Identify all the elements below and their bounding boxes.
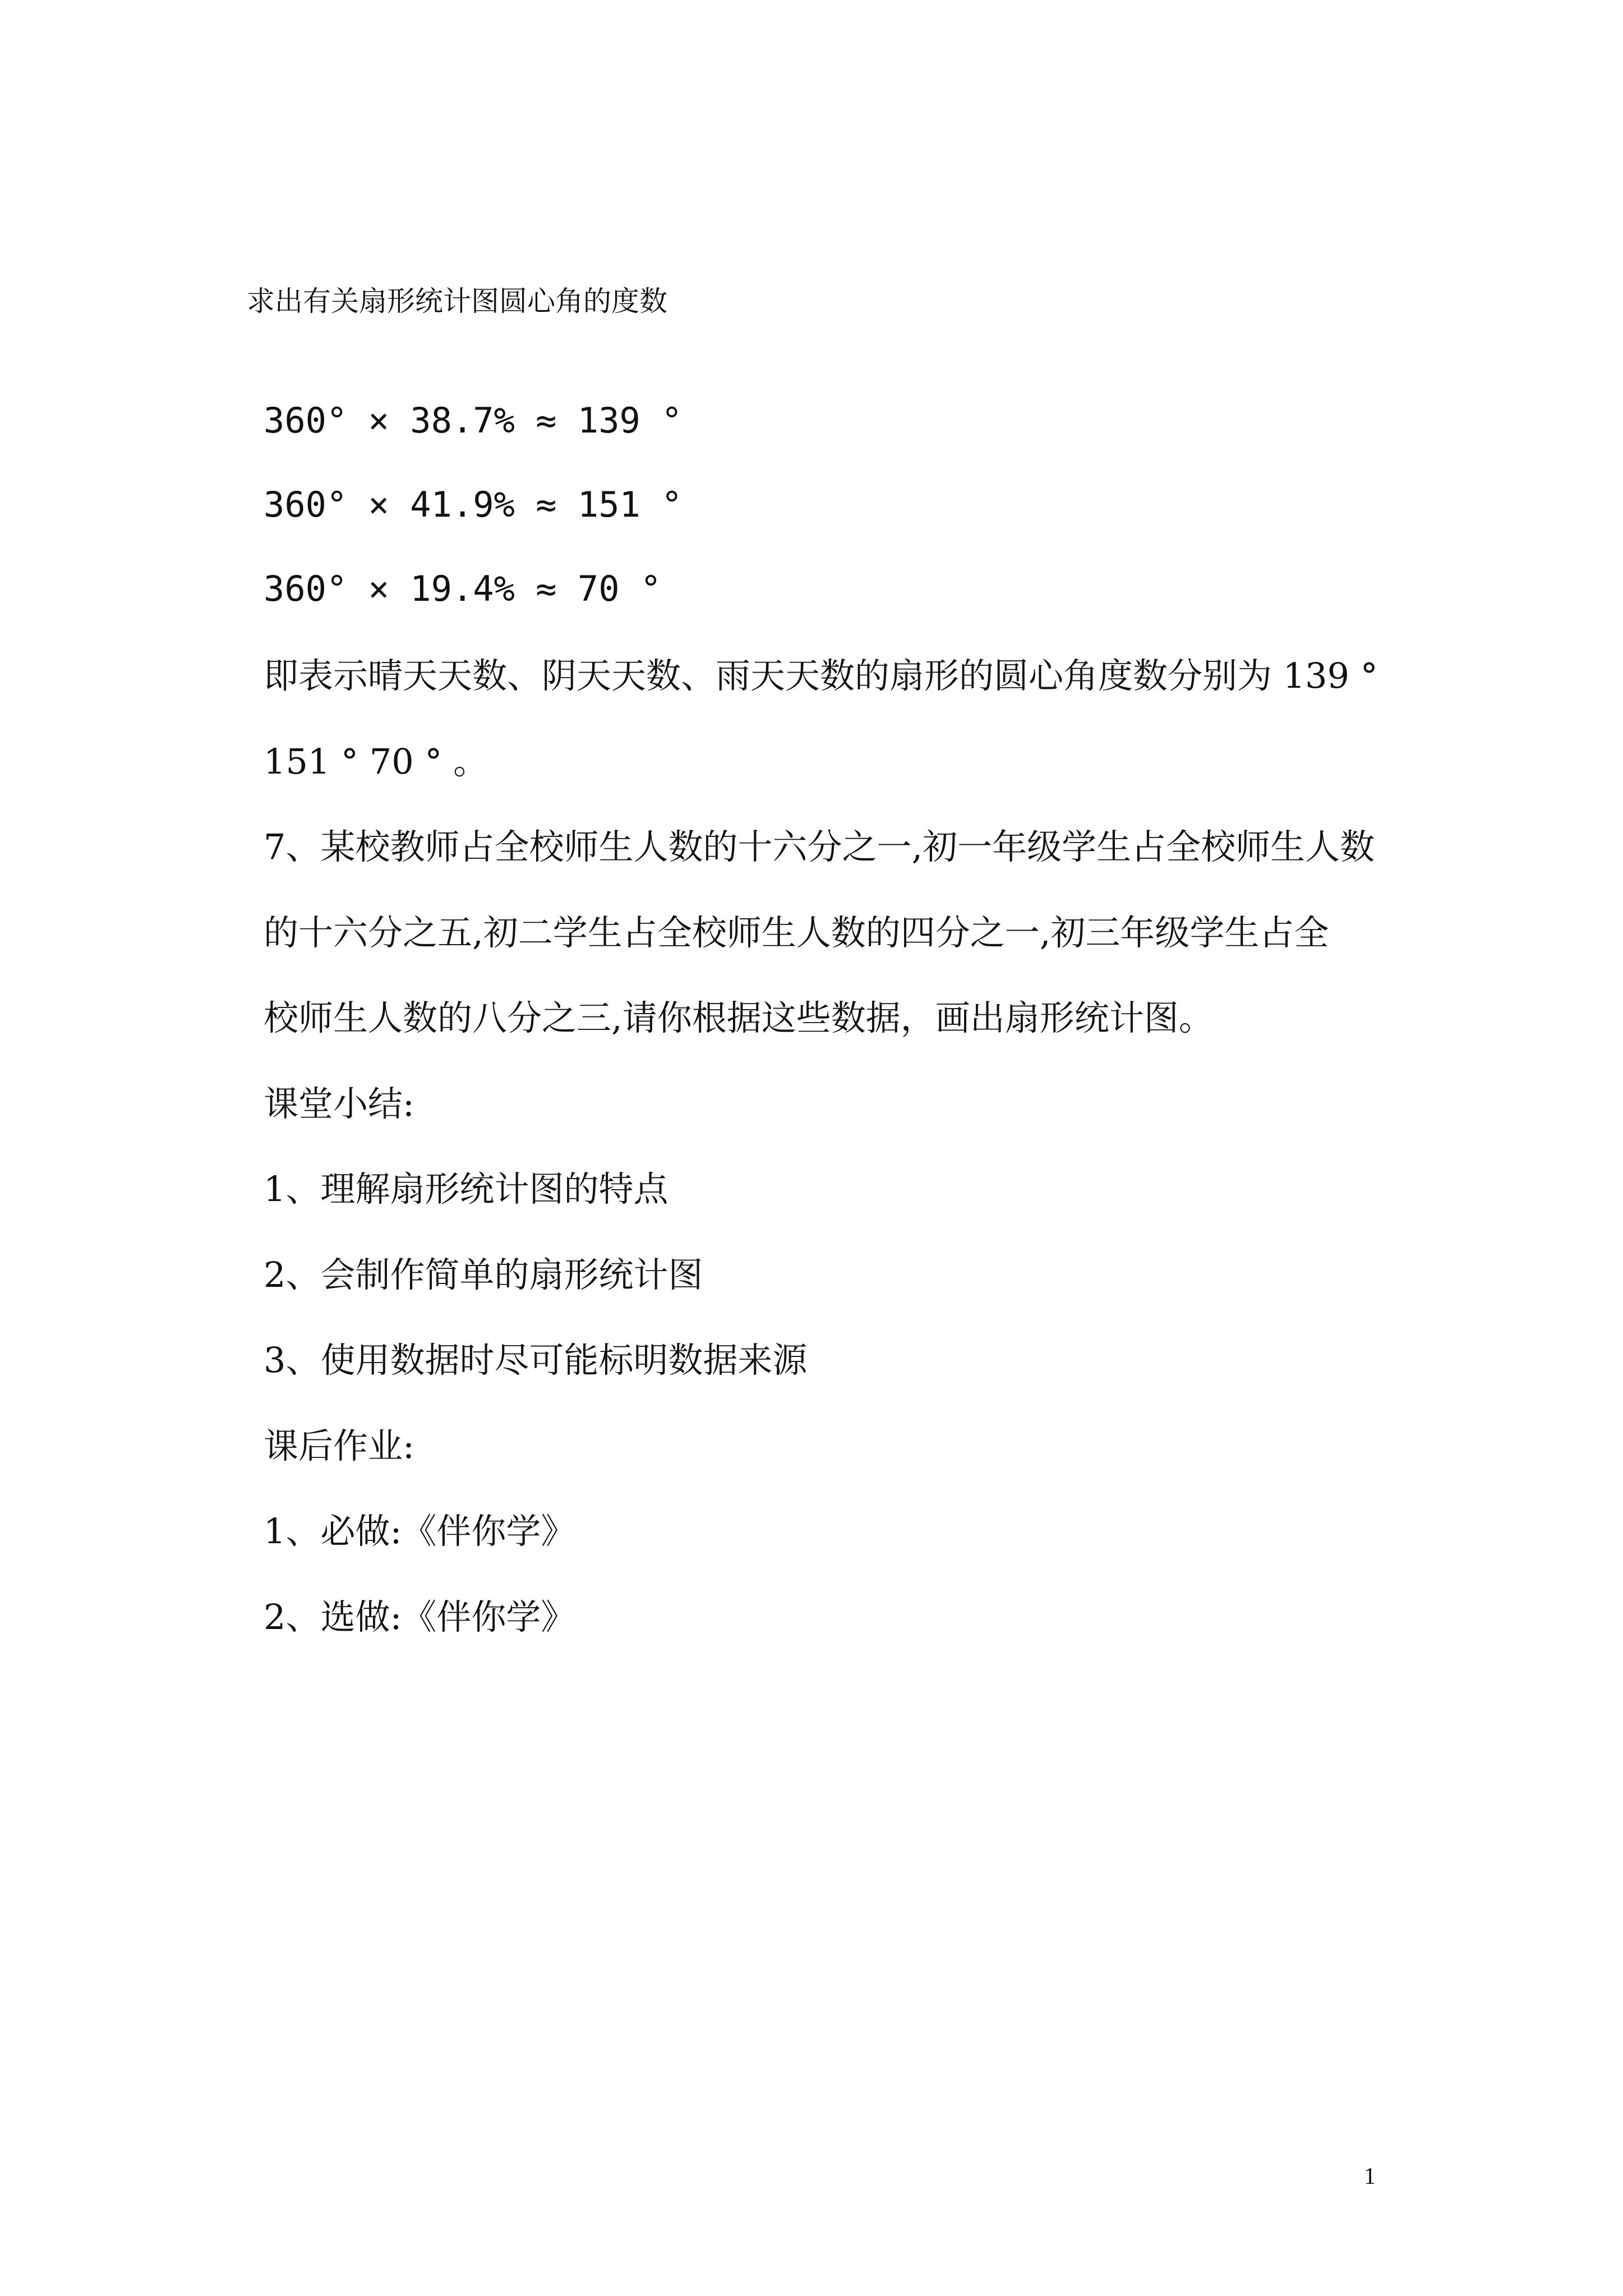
summary-title: 课堂小结: <box>264 1083 414 1124</box>
homework-title: 课后作业: <box>264 1425 414 1466</box>
homework-item-2: 2、选做:《伴你学》 <box>264 1596 576 1637</box>
summary-item-3: 3、使用数据时尽可能标明数据来源 <box>264 1340 808 1381</box>
problem-7-line-1: 7、某校教师占全校师生人数的十六分之一,初一年级学生占全校师生人数 <box>264 826 1375 867</box>
summary-item-2: 2、会制作简单的扇形统计图 <box>264 1254 703 1295</box>
calculation-line-3: 360° × 19.4% ≈ 70 ° <box>264 568 662 609</box>
homework-item-1: 1、必做:《伴你学》 <box>264 1511 576 1552</box>
page-number: 1 <box>1364 2164 1376 2189</box>
section-heading: 求出有关扇形统计图圆心角的度数 <box>247 285 667 318</box>
conclusion-line-1: 即表示晴天天数、阴天天数、雨天天数的扇形的圆心角度数分别为 139 ° <box>264 655 1378 696</box>
problem-7-line-3: 校师生人数的八分之三,请你根据这些数据，画出扇形统计图。 <box>264 997 1214 1038</box>
summary-item-1: 1、理解扇形统计图的特点 <box>264 1168 668 1209</box>
calculation-line-2: 360° × 41.9% ≈ 151 ° <box>264 484 683 525</box>
problem-7-line-2: 的十六分之五,初二学生占全校师生人数的四分之一,初三年级学生占全 <box>264 912 1329 953</box>
calculation-line-1: 360° × 38.7% ≈ 139 ° <box>264 400 683 441</box>
conclusion-line-2: 151 ° 70 ° 。 <box>264 741 488 782</box>
